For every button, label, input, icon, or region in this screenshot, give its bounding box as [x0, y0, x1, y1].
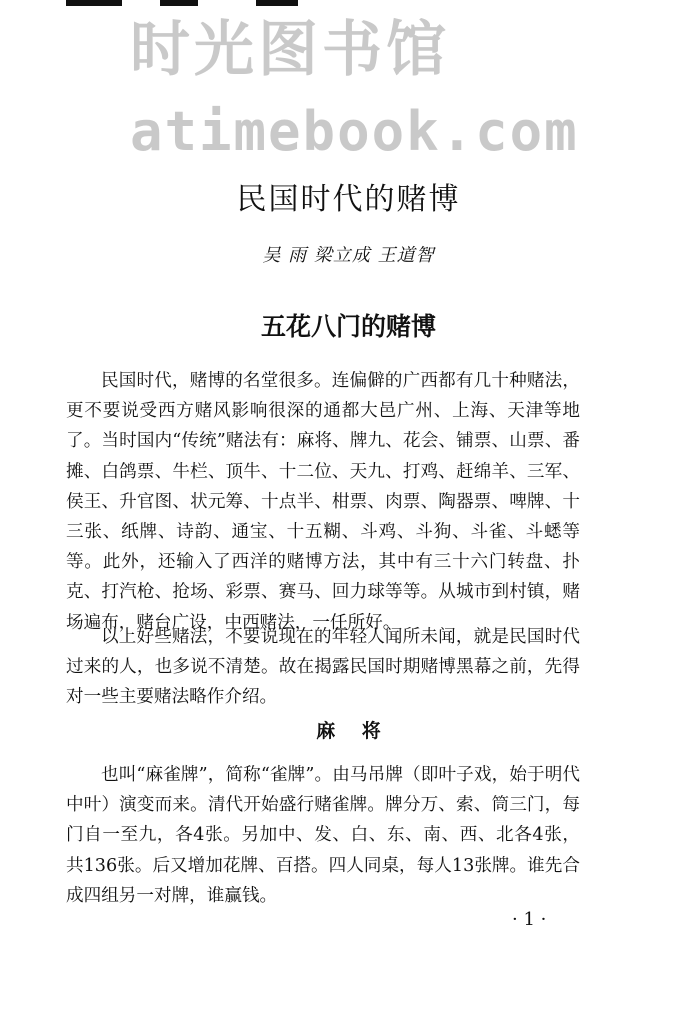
- watermark-site-url: atimebook.com: [130, 100, 579, 163]
- article-authors: 吴 雨 梁立成 王道智: [262, 245, 435, 266]
- scan-edge-mark: [66, 0, 122, 6]
- subsection-title: 麻 将: [316, 720, 381, 742]
- section-paragraph: 民国时代，赌博的名堂很多。连偏僻的广西都有几十种赌法，更不要说受西方赌风影响很深的通都大邑广州、上海、天津等地了。当时国内“传统”赌法有：麻将、牌九、花会、铺票、山票、番摊、白鸽票、牛栏、顶牛、十二位、天九、打鸡、赶绵羊、三军、侯王、升官图、状元筹、十点半、柑票、肉票、陶器票、啤牌、十三张、纸牌、诗韵、通宝、十五糊、斗鸡、斗狗、斗雀、斗蟋等等。此外，还输入了西洋的赌博方法，其中有三十六门转盘、扑克、打汽枪、抢场、彩票、赛马、回力球等等。从城市到村镇，赌场遍布，赌台广设，中西赌法，一任所好。: [66, 371, 580, 633]
- subsection-paragraph: 也叫“麻雀牌”，简称“雀牌”。由马吊牌（即叶子戏，始于明代中叶）演变而来。清代开始盛行赌雀牌。牌分万、索、筒三门，每门自一至九，各4张。另加中、发、白、东、南、西、北各4张，共136张。后又增加花牌、百搭。四人同桌，每人13张牌。谁先合成四组另一对牌，谁赢钱。: [66, 765, 580, 906]
- page-number: · 1 ·: [512, 909, 547, 930]
- scan-edge-mark: [256, 0, 298, 6]
- section-title: 五花八门的赌博: [260, 312, 436, 341]
- scan-edge-mark: [160, 0, 198, 6]
- article-title: 民国时代的赌博: [236, 182, 461, 217]
- watermark-site-name: 时光图书馆: [130, 15, 450, 85]
- section-paragraph: 以上好些赌法，不要说现在的年轻人闻所未闻，就是民国时代过来的人，也多说不清楚。故在揭露民国时期赌博黑幕之前，先得对一些主要赌法略作介绍。: [66, 627, 580, 708]
